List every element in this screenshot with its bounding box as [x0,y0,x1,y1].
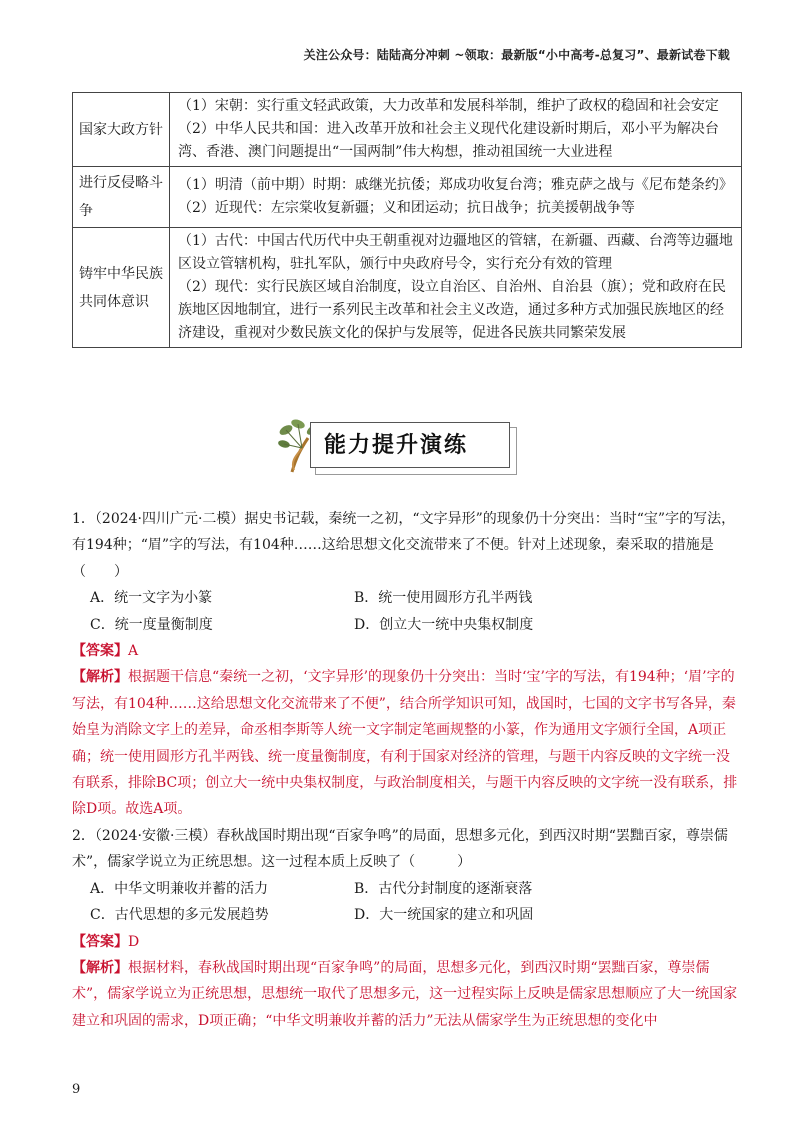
row-line: （2）近现代：左宗棠收复新疆；义和团运动；抗日战争；抗美援朝战争等 [178,200,635,216]
table-row [73,228,742,348]
row-line: （2）中华人民共和国：进入改革开放和社会主义现代化建设新时期后，邓小平为解决台湾、香港、澳门问题提出“一国两制”伟大构想，推动祖国统一大业进程 [178,121,719,160]
answer-value: D [128,933,140,950]
option-grid [72,876,740,929]
question-stem: 2．（2024·安徽·三模）春秋战国时期出现“百家争鸣”的局面，思想多元化，到西汉时期“罢黜百家，尊崇儒术”，儒家学说立为正统思想。这一过程本质上反映了（ ） [72,827,728,871]
option: A．中华文明兼收并蓄的活力 [90,880,269,897]
analysis-label: 【解析】 [72,959,128,976]
page-header: 关注公众号：陆陆高分冲刺 ~领取：最新版“小中高考-总复习”、最新试卷下载 [303,48,730,62]
row-line: （1）古代：中国古代历代中央王朝重视对边疆地区的管辖，在新疆、西藏、台湾等边疆地区设立管辖机构，驻扎军队，颁行中央政府号令，实行充分有效的管理 [178,233,733,272]
question [72,823,740,1034]
row-content [170,93,742,167]
row-content [170,167,742,228]
answer-label: 【答案】 [72,643,128,660]
answer-line [72,929,740,955]
row-line: （1）宋朝：实行重文轻武政策，大力改革和发展科举制，维护了政权的稳固和社会安定 [178,98,719,114]
analysis-text: 根据题干信息“秦统一之初，‘文字异形’的现象仍十分突出：当时‘宝’字的写法，有194种；‘眉’字的写法，有104种……这给思想文化交流带来了不便”，结合所学知识可知，战国时，七国的文字书写各异，秦始皇为消除文字上的差异，命丞相李斯等人统一文字制定笔画规整的小篆，作为通用文字颁行全国，A项正确；统一使用圆形方孔半两钱、统一度量衡制度，有利于国家对经济的管理，与题干内容反映的文字统一没有联系，排除BC项；创立大一统中央集权制度，与政治制度相关，与题干内容反映的文字统一没有联系，排除D项。故选A项。 [72,669,738,818]
analysis [72,664,740,822]
option-grid [72,585,740,638]
row-category: 进行反侵略斗争 [73,167,170,228]
section-banner [272,414,518,474]
row-line: （2）现代：实行民族区域自治制度，设立自治区、自治州、自治县（旗）；党和政府在民族地区因地制宜，进行一系列民主改革和社会主义改造，通过多种方式加强民族地区的经济建设，重视对少数民族文化的保护与发展等，促进各民族共同繁荣发展 [178,279,726,341]
analysis [72,955,740,1034]
row-category: 国家大政方针 [73,93,170,167]
option: B．古代分封制度的逐渐衰落 [354,880,533,897]
row-category: 铸牢中华民族共同体意识 [73,228,170,348]
question-stem: 1．（2024·四川广元·二模）据史书记载，秦统一之初，“文字异形”的现象仍十分突出：当时“宝”字的写法，有194种；“眉”字的写法，有104种……这给思想文化交流带来了不便。针对上述现象，秦采取的措施是（ ） [72,511,736,580]
banner-title: 能力提升演练 [324,433,469,458]
option: C．统一度量衡制度 [90,616,213,633]
row-line: （1）明清（前中期）时期：戚继光抗倭；郑成功收复台湾；雅克萨之战与《尼布楚条约》 [178,177,733,193]
answer-label: 【答案】 [72,933,128,950]
exercise-content [72,506,740,1034]
option: D．创立大一统中央集权制度 [354,616,534,633]
option: B．统一使用圆形方孔半两钱 [354,590,533,607]
page-number: 9 [72,1082,81,1097]
question [72,506,740,823]
answer-value: A [128,643,139,660]
option: C．古代思想的多元发展趋势 [90,907,269,924]
table-row [73,167,742,228]
row-content [170,228,742,348]
summary-table [72,92,742,348]
analysis-label: 【解析】 [72,669,128,686]
analysis-text: 根据材料，春秋战国时期出现“百家争鸣”的局面，思想多元化，到西汉时期“罢黜百家，尊崇儒术”，儒家学说立为正统思想，思想统一取代了思想多元，这一过程实际上反映是儒家思想顺应了大一统国家建立和巩固的需求，D项正确；“中华文明兼收并蓄的活力”无法从儒家学生为正统思想的变化中 [72,959,738,1029]
option: D．大一统国家的建立和巩固 [354,907,534,924]
option: A．统一文字为小篆 [90,590,213,607]
table-row [73,93,742,167]
answer-line [72,638,740,664]
